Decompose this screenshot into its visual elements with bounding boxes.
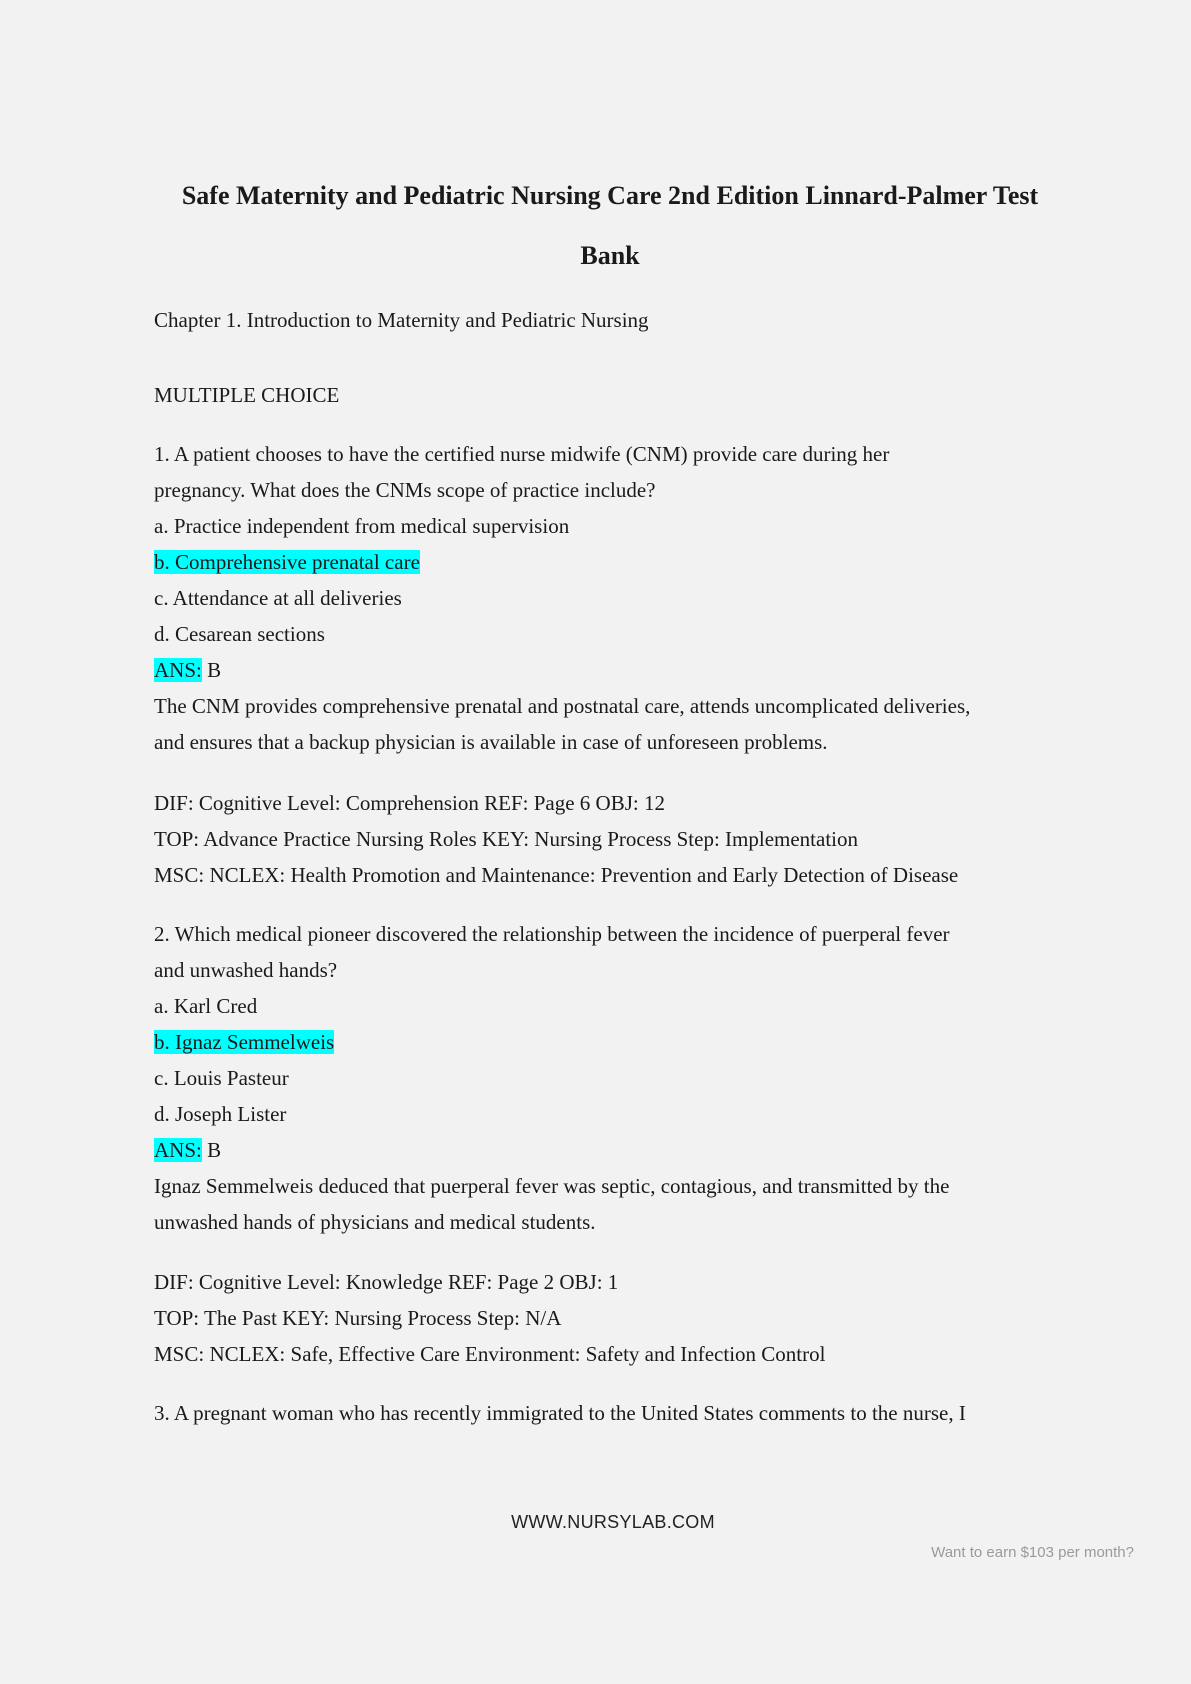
option-d: d. Joseph Lister [154, 1102, 287, 1126]
title-line-1: Safe Maternity and Pediatric Nursing Care 2nd Edition Linnard-Palmer Test [181, 181, 1039, 210]
rationale-line: and ensures that a backup physician is available in case of unforeseen problems. [154, 730, 828, 754]
highlighted-answer: b. Comprehensive prenatal care [154, 550, 420, 574]
question-stem-line: 3. A pregnant woman who has recently immigrated to the United States comments to the nurse, I [154, 1401, 966, 1425]
footer-website-link[interactable]: WWW.NURSYLAB.COM [511, 1512, 715, 1532]
meta-dif: DIF: Cognitive Level: Comprehension REF: Page 6 OBJ: 12 [154, 791, 665, 815]
question-2-meta [154, 1264, 1084, 1372]
meta-dif: DIF: Cognitive Level: Knowledge REF: Page 2 OBJ: 1 [154, 1270, 619, 1294]
question-2 [154, 916, 1084, 1240]
footer-ad-link[interactable]: Want to earn $103 per month? [931, 1544, 1134, 1561]
answer-label: ANS: [154, 1138, 202, 1162]
meta-top: TOP: Advance Practice Nursing Roles KEY: Nursing Process Step: Implementation [154, 827, 858, 851]
answer-value: B [201, 1138, 222, 1162]
answer-value: B [201, 658, 222, 682]
answer-line [154, 1132, 1084, 1168]
option-a: a. Karl Cred [154, 994, 258, 1018]
question-3 [154, 1395, 1084, 1431]
meta-msc: MSC: NCLEX: Health Promotion and Maintenance: Prevention and Early Detection of Disease [154, 863, 959, 887]
question-stem-line: 1. A patient chooses to have the certified nurse midwife (CNM) provide care during her [154, 442, 890, 466]
meta-msc: MSC: NCLEX: Safe, Effective Care Environment: Safety and Infection Control [154, 1342, 826, 1366]
meta-top: TOP: The Past KEY: Nursing Process Step: N/A [154, 1306, 562, 1330]
option-a: a. Practice independent from medical supervision [154, 514, 570, 538]
title-line-2: Bank [580, 241, 640, 270]
answer-label: ANS: [154, 658, 202, 682]
chapter-heading: Chapter 1. Introduction to Maternity and Pediatric Nursing [154, 308, 649, 332]
answer-line [154, 652, 1084, 688]
option-d: d. Cesarean sections [154, 622, 325, 646]
question-stem-line: and unwashed hands? [154, 958, 338, 982]
rationale-line: unwashed hands of physicians and medical students. [154, 1210, 596, 1234]
question-stem-line: 2. Which medical pioneer discovered the relationship between the incidence of puerperal fever [154, 922, 950, 946]
option-c: c. Louis Pasteur [154, 1066, 289, 1090]
option-b-correct [154, 1024, 1084, 1060]
option-c: c. Attendance at all deliveries [154, 586, 402, 610]
rationale-line: Ignaz Semmelweis deduced that puerperal fever was septic, contagious, and transmitted by the [154, 1174, 950, 1198]
question-1-meta [154, 785, 1084, 893]
document-title [150, 166, 1070, 286]
question-stem-line: pregnancy. What does the CNMs scope of practice include? [154, 478, 656, 502]
section-heading: MULTIPLE CHOICE [154, 383, 340, 407]
option-b-correct [154, 544, 1084, 580]
highlighted-answer: b. Ignaz Semmelweis [154, 1030, 335, 1054]
rationale-line: The CNM provides comprehensive prenatal and postnatal care, attends uncomplicated deliveries, [154, 694, 971, 718]
question-1 [154, 436, 1084, 760]
